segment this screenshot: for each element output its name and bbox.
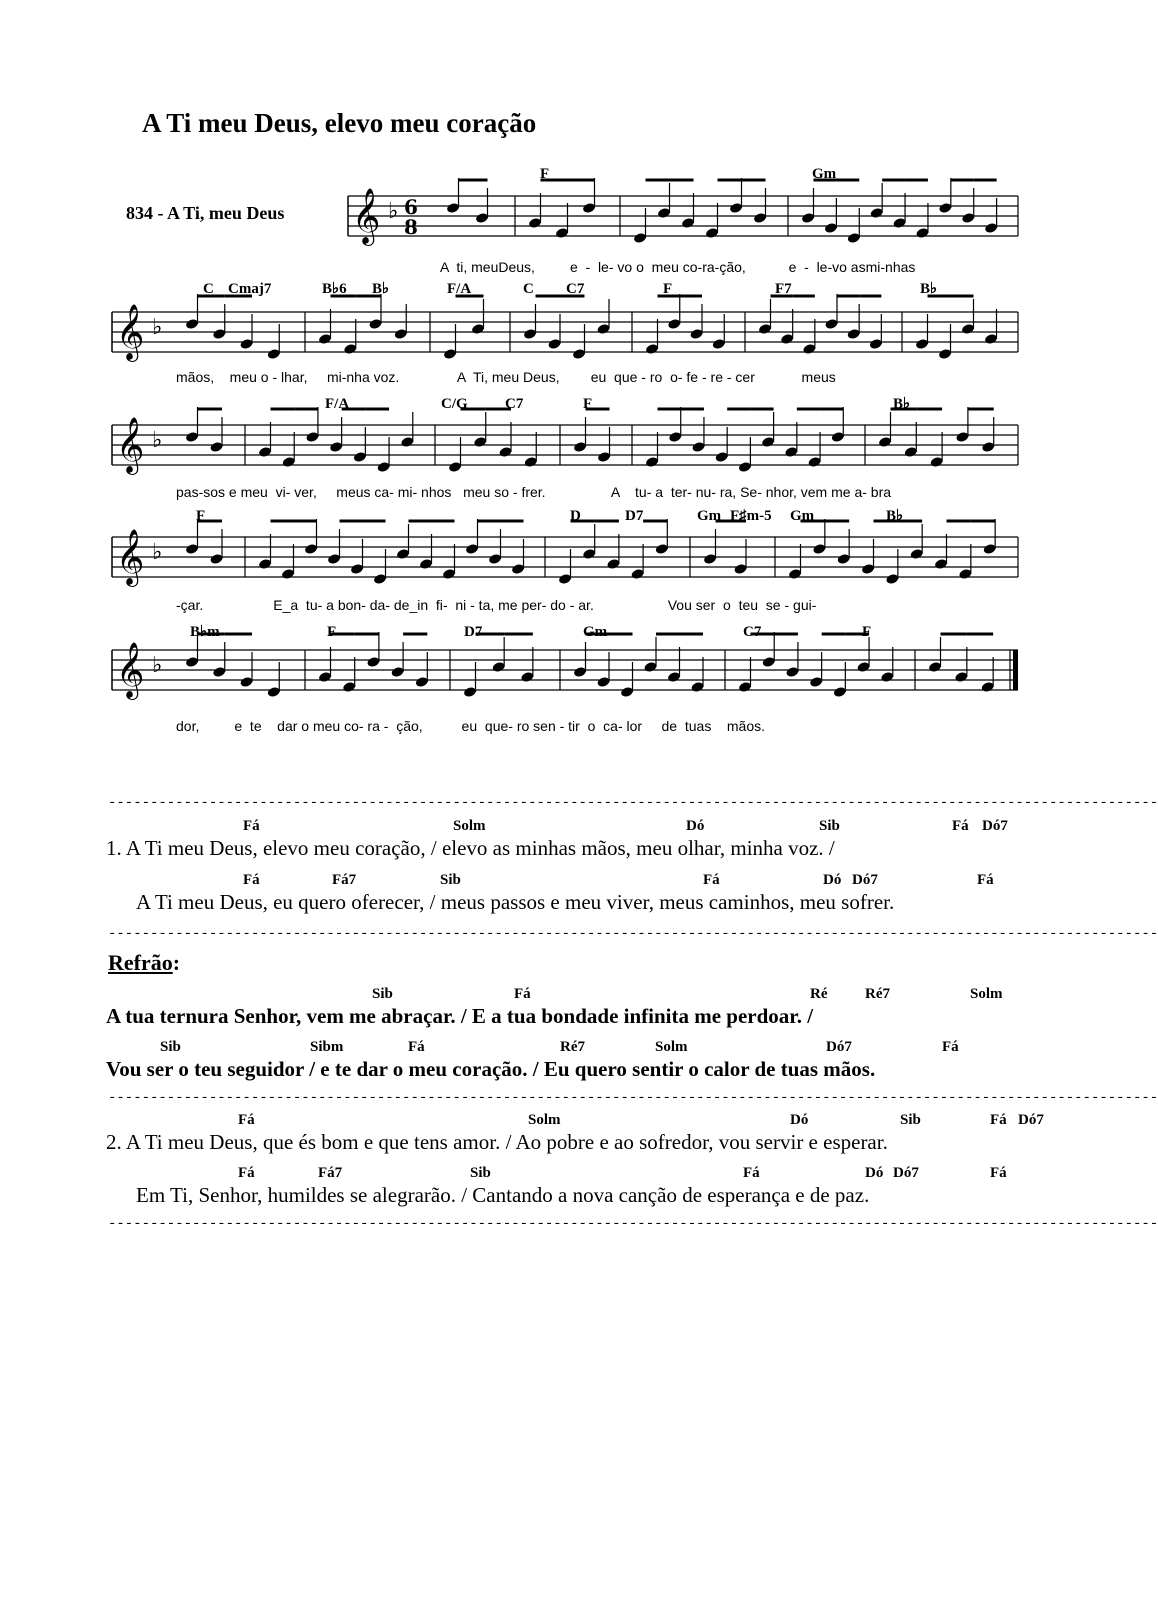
refrain-line2: Vou ser o teu seguidor / e te dar o meu coração. / Eu quero sentir o calor de tuas mãos. — [106, 1057, 876, 1081]
flat-sign-icon: ♭ — [152, 653, 163, 678]
chord-label: Fá — [703, 872, 720, 888]
chord-label: F — [583, 396, 593, 412]
refrain-label: Refrão — [108, 950, 173, 975]
chord-label: Fá — [243, 818, 260, 834]
chord-label: Fá7 — [318, 1165, 343, 1181]
music-score — [0, 0, 1132, 760]
chord-label: B♭ — [372, 281, 390, 297]
score-lyrics: pas-sos e meu vi- ver, meus ca- mi- nhos meu so - frer. A tu- a ter- nu- ra, Se- nhor, vem me a- bra — [176, 484, 892, 500]
treble-clef-icon: 𝄞 — [116, 304, 145, 360]
chord-label: B♭ — [920, 281, 938, 297]
chord-label: Cmaj7 — [228, 281, 272, 297]
chord-label: Fá — [952, 818, 969, 834]
chord-label: D — [570, 508, 581, 524]
chord-label: Solm — [970, 986, 1003, 1002]
verse2-line2: Em Ti, Senhor, humildes se alegrarão. / Cantando a nova canção de esperança e de paz. — [136, 1183, 870, 1207]
chord-label: Fá — [243, 872, 260, 888]
chord-label: F — [862, 624, 872, 640]
chord-label: C — [203, 281, 214, 297]
chord-label: B♭ — [886, 508, 904, 524]
chord-label: Gm — [790, 508, 815, 524]
time-signature-top: 6 — [404, 195, 418, 219]
chord-label: C7 — [505, 396, 524, 412]
chord-label: Fá — [408, 1039, 425, 1055]
chord-label: Dó7 — [893, 1165, 919, 1181]
chord-label: C/G — [441, 396, 468, 412]
chord-label: Dó7 — [826, 1039, 852, 1055]
chord-label: D7 — [464, 624, 483, 640]
chord-label: Dó7 — [1018, 1112, 1044, 1128]
chord-label: Sib — [440, 872, 461, 888]
refrain-line1: A tua ternura Senhor, vem me abraçar. / E a tua bondade infinita me perdoar. / — [106, 1004, 814, 1028]
chord-label: Sib — [900, 1112, 921, 1128]
hymn-number-label: 834 - A Ti, meu Deus — [126, 203, 285, 223]
chord-label: Dó7 — [852, 872, 878, 888]
chord-label: C7 — [566, 281, 585, 297]
verse2-line1: 2. A Ti meu Deus, que és bom e que tens amor. / Ao pobre e ao sofredor, vou servir e esperar. — [106, 1130, 888, 1154]
chord-label: Ré — [810, 986, 828, 1002]
chord-label: C — [523, 281, 534, 297]
chord-label: Fá — [990, 1165, 1007, 1181]
flat-sign-icon: ♭ — [152, 428, 163, 453]
chord-label: D7 — [625, 508, 644, 524]
chord-label: B♭m — [190, 624, 220, 640]
chord-label: Fá — [990, 1112, 1007, 1128]
chord-label: Gm — [812, 166, 837, 182]
chord-label: Dó7 — [982, 818, 1008, 834]
flat-sign-icon: ♭ — [152, 540, 163, 565]
chord-label: Dó — [686, 818, 705, 834]
chord-label: F/A — [447, 281, 472, 297]
treble-clef-icon: 𝄞 — [116, 529, 145, 585]
chord-label: F — [663, 281, 673, 297]
treble-clef-icon: 𝄞 — [116, 417, 145, 473]
chord-label: Ré7 — [865, 986, 890, 1002]
separator-line: ----------------------------------------------------------------------------------------------------------------------------- — [108, 926, 1158, 942]
chord-label: Dó — [865, 1165, 884, 1181]
chord-label: Gm — [583, 624, 608, 640]
chord-label: Sib — [819, 818, 840, 834]
song-title: A Ti meu Deus, elevo meu coração — [142, 108, 537, 138]
chord-label: F♯m-5 — [730, 508, 772, 524]
final-bar-thick — [1013, 650, 1018, 690]
chord-label: Fá — [238, 1112, 255, 1128]
chord-label: Dó — [823, 872, 842, 888]
verse1-line1: 1. A Ti meu Deus, elevo meu coração, / elevo as minhas mãos, meu olhar, minha voz. / — [106, 836, 835, 860]
chord-label: B♭ — [893, 396, 911, 412]
chord-label: F — [196, 508, 206, 524]
score-lyrics: A ti, meuDeus, e - le- vo o meu co-ra-ção, e - le-vo asmi-nhas — [440, 259, 916, 275]
chord-label: Gm — [697, 508, 722, 524]
score-lyrics: -çar. E_a tu- a bon- da- de_in fi- ni - ta, me per- do - ar. Vou ser o teu se - gui- — [176, 597, 817, 613]
chord-label: Fá — [977, 872, 994, 888]
separator-line: ----------------------------------------------------------------------------------------------------------------------------- — [108, 1090, 1158, 1106]
chord-label: C7 — [743, 624, 762, 640]
chord-label: Sib — [160, 1039, 181, 1055]
treble-clef-icon: 𝄞 — [116, 642, 145, 698]
chord-label: Fá — [743, 1165, 760, 1181]
chord-label: Sib — [470, 1165, 491, 1181]
separator-line: ----------------------------------------------------------------------------------------------------------------------------- — [108, 1216, 1158, 1232]
chord-label: Fá7 — [332, 872, 357, 888]
time-signature-bottom: 8 — [404, 215, 418, 239]
score-lyrics: mãos, meu o - lhar, mi-nha voz. A Ti, meu Deus, eu que - ro o- fe - re - cer meus — [176, 369, 836, 385]
chord-label: Fá — [514, 986, 531, 1002]
chord-label: Solm — [528, 1112, 561, 1128]
chord-label: Fá — [942, 1039, 959, 1055]
score-lyrics: dor, e te dar o meu co- ra - ção, eu que- ro sen - tir o ca- lor de tuas mãos. — [176, 718, 766, 734]
chord-label: B♭6 — [322, 281, 347, 297]
chord-label: F — [327, 624, 337, 640]
refrain-colon: : — [172, 950, 181, 975]
chord-label: Solm — [453, 818, 486, 834]
chord-label: F — [540, 166, 550, 182]
flat-sign-icon: ♭ — [152, 315, 163, 340]
treble-clef-icon: 𝄞 — [352, 188, 381, 244]
verse1-line2: A Ti meu Deus, eu quero oferecer, / meus passos e meu viver, meus caminhos, meu sofrer. — [136, 890, 895, 914]
chord-label: Solm — [655, 1039, 688, 1055]
chord-label: Sib — [372, 986, 393, 1002]
chord-label: Sibm — [310, 1039, 344, 1055]
refrain-heading — [108, 950, 180, 976]
chord-label: F/A — [325, 396, 350, 412]
chord-label: Ré7 — [560, 1039, 585, 1055]
flat-sign-icon: ♭ — [388, 199, 399, 224]
chord-label: Dó — [790, 1112, 809, 1128]
chord-label: F7 — [775, 281, 792, 297]
separator-line: ----------------------------------------------------------------------------------------------------------------------------- — [108, 795, 1158, 811]
chord-label: Fá — [238, 1165, 255, 1181]
